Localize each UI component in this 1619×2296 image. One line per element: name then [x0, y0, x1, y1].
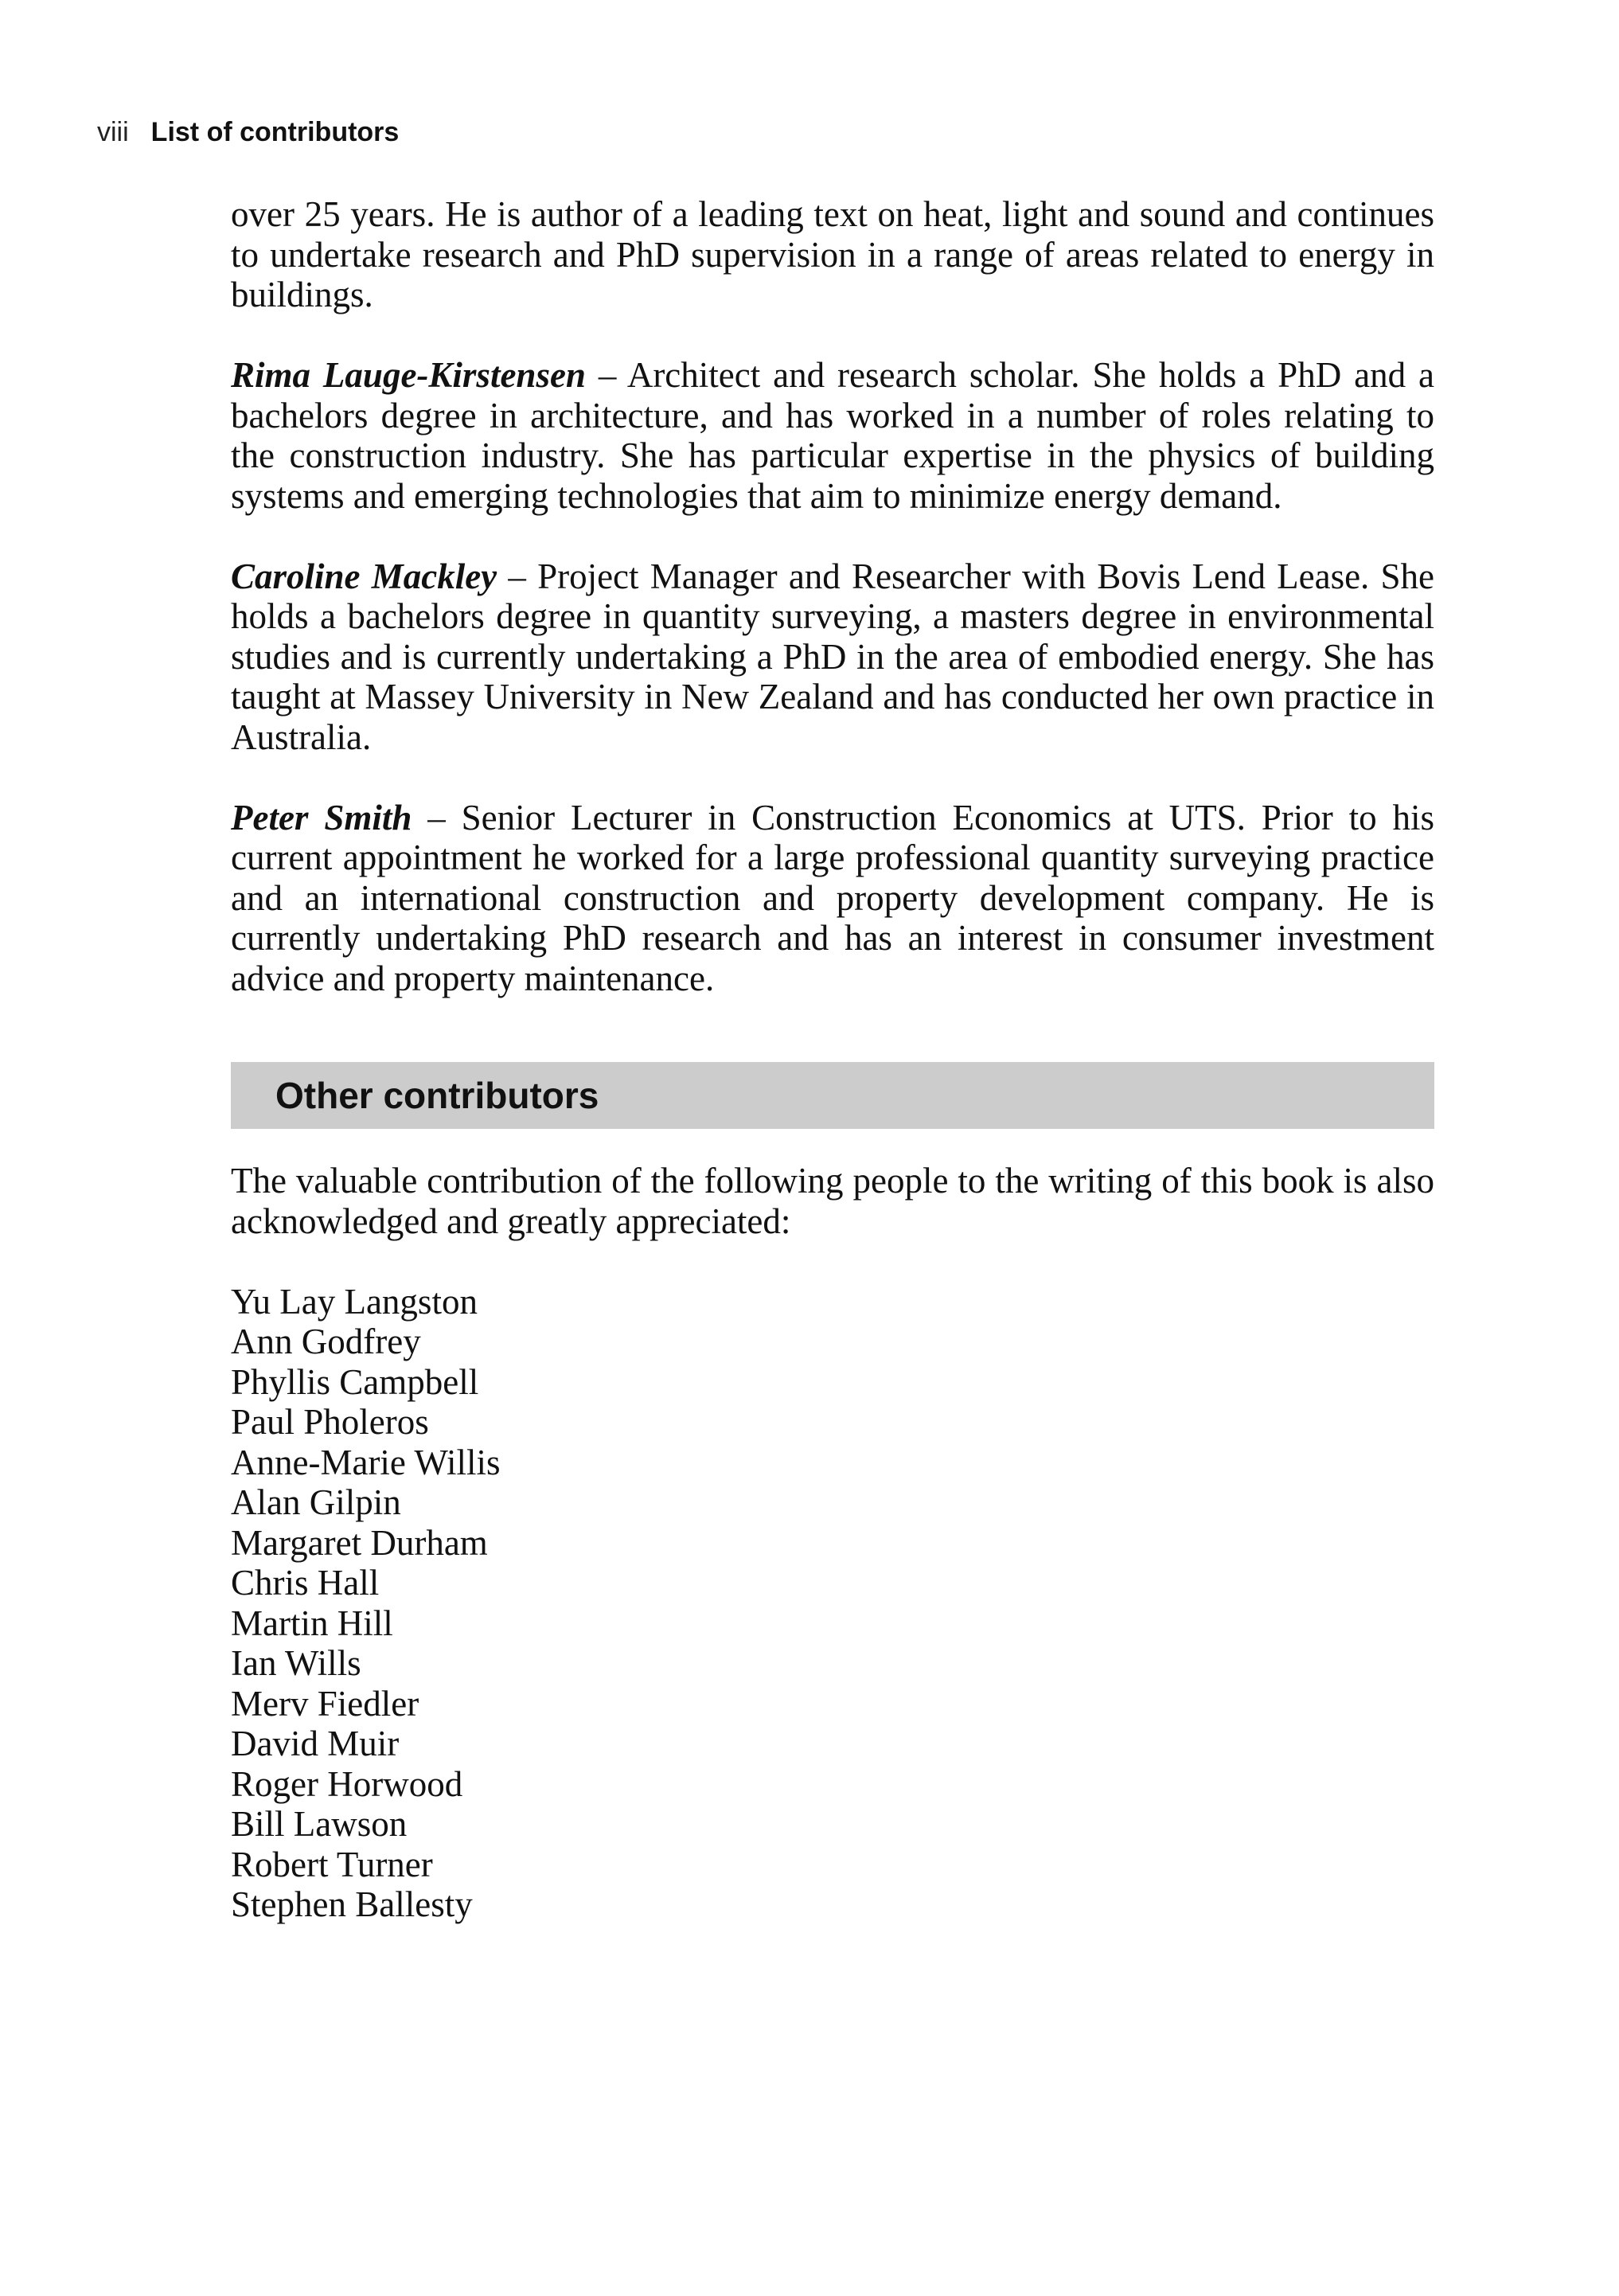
contributor-name: Yu Lay Langston: [231, 1281, 478, 1322]
contributor-name-list: [231, 1282, 1434, 1925]
contributor-name: Phyllis Campbell: [231, 1361, 479, 1402]
contributor-name: Bill Lawson: [231, 1804, 408, 1844]
bio-paragraph-peter: Peter Smith – Senior Lecturer in Construction Economics at UTS. Prior to his current appointment he worked for a large professional quantity surveying practice and an international construction and property development company. He is currently undertaking PhD research and has an interest in consumer investment advice and property maintenance.: [231, 797, 1434, 998]
page-body: [231, 194, 1434, 1925]
contributor-name: Stephen Ballesty: [231, 1884, 473, 1924]
bio-text: Senior Lecturer in Construction Economics at UTS. Prior to his current appointment he worked for a large professional quantity surveying practice and an international construction and property development company. He is currently undertaking PhD research and has an interest in consumer investment advice and property maintenance.: [231, 797, 1434, 998]
contributor-name: David Muir: [231, 1724, 400, 1763]
running-head: [97, 116, 399, 148]
page-number: viii: [97, 117, 129, 147]
contributor-name: Roger Horwood: [231, 1763, 463, 1804]
contributor-name: Paul Pholeros: [231, 1402, 429, 1442]
section-heading-text: Other contributors: [275, 1074, 599, 1116]
continued-bio-paragraph: over 25 years. He is author of a leading text on heat, light and sound and continues to undertake research and PhD supervision in a range of areas related to energy in buildings.: [231, 194, 1434, 314]
bio-paragraph-rima: Rima Lauge-Kirstensen – Architect and research scholar. She holds a PhD and a bachelors degree in architecture, and has worked in a number of roles relating to the construction industry. She has particular expertise in the physics of building systems and emerging technologies that aim to minimize energy demand.: [231, 355, 1434, 516]
bio-name: Caroline Mackley: [231, 556, 497, 596]
bio-text: Architect and research scholar. She holds a PhD and a bachelors degree in architecture, and has worked in a number of roles relating to the construction industry. She has particular expertise in the physics of building systems and emerging technologies that aim to minimize energy demand.: [231, 355, 1434, 516]
bio-name: Rima Lauge-Kirstensen: [231, 355, 586, 395]
section-heading-other-contributors: [231, 1062, 1434, 1129]
contributor-name: Robert Turner: [231, 1844, 433, 1884]
contributor-name: Margaret Durham: [231, 1522, 488, 1563]
contributor-name: Merv Fiedler: [231, 1683, 419, 1724]
other-contributors-intro: The valuable contribution of the following people to the writing of this book is also acknowledged and greatly appreciated:: [231, 1161, 1434, 1241]
contributor-name: Ann Godfrey: [231, 1322, 421, 1361]
running-title: List of contributors: [150, 117, 400, 147]
bio-name: Peter Smith: [231, 797, 412, 838]
contributor-name: Anne-Marie Willis: [231, 1442, 501, 1482]
contributor-name: Ian Wills: [231, 1643, 361, 1683]
contributor-name: Alan Gilpin: [231, 1482, 401, 1522]
bio-paragraph-caroline: Caroline Mackley – Project Manager and Researcher with Bovis Lend Lease. She holds a bachelors degree in quantity surveying, a masters degree in environmental studies and is currently undertaking a PhD in the area of embodied energy. She has taught at Massey University in New Zealand and has conducted her own practice in Australia.: [231, 556, 1434, 757]
contributor-name: Chris Hall: [231, 1563, 380, 1603]
bio-text: Project Manager and Researcher with Bovis Lend Lease. She holds a bachelors degree in quantity surveying, a masters degree in environmental studies and is currently undertaking a PhD in the area of embodied energy. She has taught at Massey University in New Zealand and has conducted her own practice in Australia.: [231, 556, 1434, 757]
contributor-name: Martin Hill: [231, 1603, 393, 1643]
